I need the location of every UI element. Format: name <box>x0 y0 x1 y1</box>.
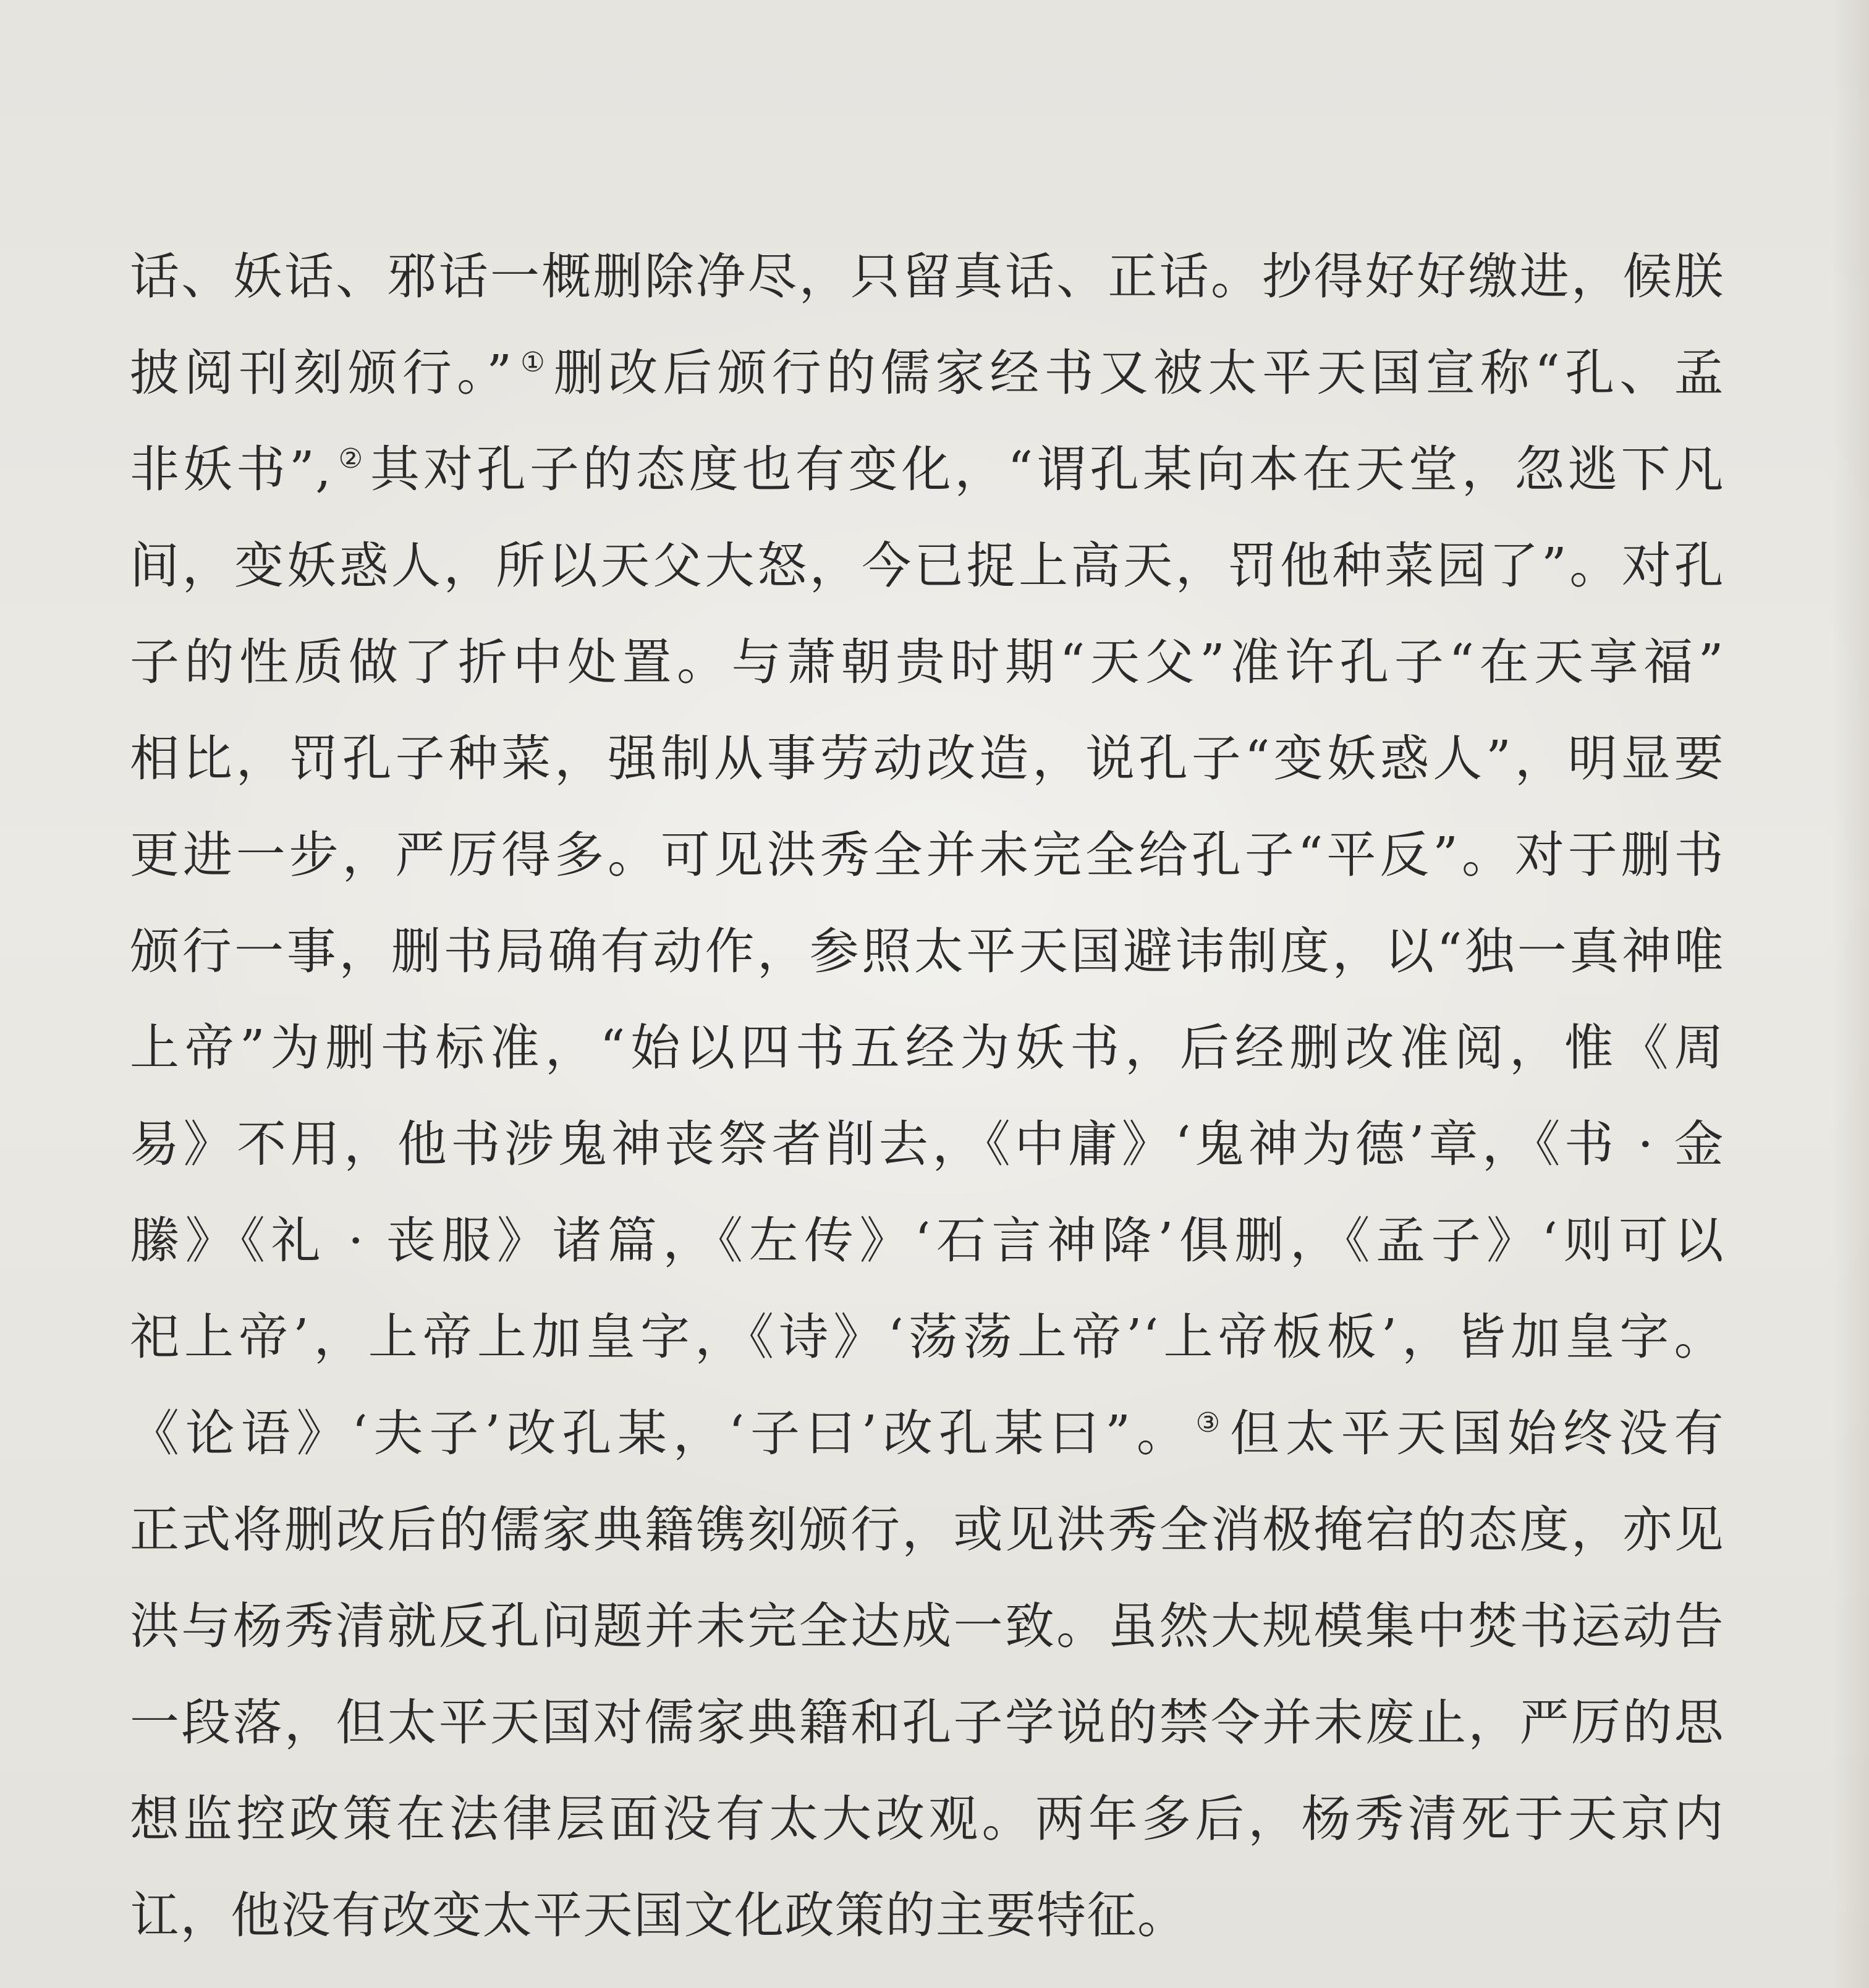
text-line-11: 縢》《礼 · 丧服》诸篇，《左传》‘石言神降’俱删，《孟子》‘则可以 <box>130 1212 1724 1269</box>
text-line-12: 祀上帝’，上帝上加皇字，《诗》‘荡荡上帝’‘上帝板板’，皆加皇字。 <box>130 1308 1724 1366</box>
text-line-18: 讧，他没有改变太平天国文化政策的主要特征。 <box>130 1887 1188 1944</box>
text-line-1: 话、妖话、邪话一概删除净尽，只留真话、正话。抄得好好缴进，候朕 <box>130 248 1724 305</box>
text-line-3: 非妖书”, ②其对孔子的态度也有变化，“谓孔某向本在天堂，忽逃下凡 <box>130 441 1725 498</box>
text-line-13: 《论语》‘夫子’改孔某，‘子曰’改孔某曰”。 ③但太平天国始终没有 <box>130 1405 1724 1462</box>
text-line-14: 正式将删改后的儒家典籍镌刻颁行，或见洪秀全消极掩宕的态度，亦见 <box>130 1501 1724 1559</box>
text-line-4: 间，变妖惑人，所以天父大怒，今已捉上高天，罚他种菜园了”。对孔 <box>130 537 1724 594</box>
body-text <box>130 229 1724 1964</box>
text-line-9: 上帝”为删书标准，“始以四书五经为妖书，后经删改准阅，惟《周 <box>130 1019 1724 1076</box>
text-line-2: 披阅刊刻颁行。” ①删改后颁行的儒家经书又被太平天国宣称“孔、孟 <box>130 344 1724 402</box>
text-line-17: 想监控政策在法律层面没有太大改观。两年多后，杨秀清死于天京内 <box>130 1790 1724 1848</box>
text-line-8: 颁行一事，删书局确有动作，参照太平天国避讳制度，以“独一真神唯 <box>130 923 1724 980</box>
text-line-5: 子的性质做了折中处置。与萧朝贵时期“天父”准许孔子“在天享福” <box>130 633 1724 691</box>
text-line-7: 更进一步，严厉得多。可见洪秀全并未完全给孔子“平反”。对于删书 <box>130 826 1724 884</box>
footnote-marker-1: ① <box>516 347 550 378</box>
page-edge-shadow <box>1832 0 1869 1988</box>
text-line-6: 相比，罚孔子种菜，强制从事劳动改造，说孔子“变妖惑人”，明显要 <box>130 730 1724 787</box>
footnote-marker-2: ② <box>336 443 367 475</box>
text-line-10: 易》不用，他书涉鬼神丧祭者削去，《中庸》‘鬼神为德’章，《书 · 金 <box>130 1115 1724 1173</box>
text-line-16: 一段落，但太平天国对儒家典籍和孔子学说的禁令并未废止，严厉的思 <box>130 1694 1724 1751</box>
text-line-15: 洪与杨秀清就反孔问题并未完全达成一致。虽然大规模集中焚书运动告 <box>130 1597 1724 1655</box>
footnote-marker-3: ③ <box>1195 1407 1226 1439</box>
